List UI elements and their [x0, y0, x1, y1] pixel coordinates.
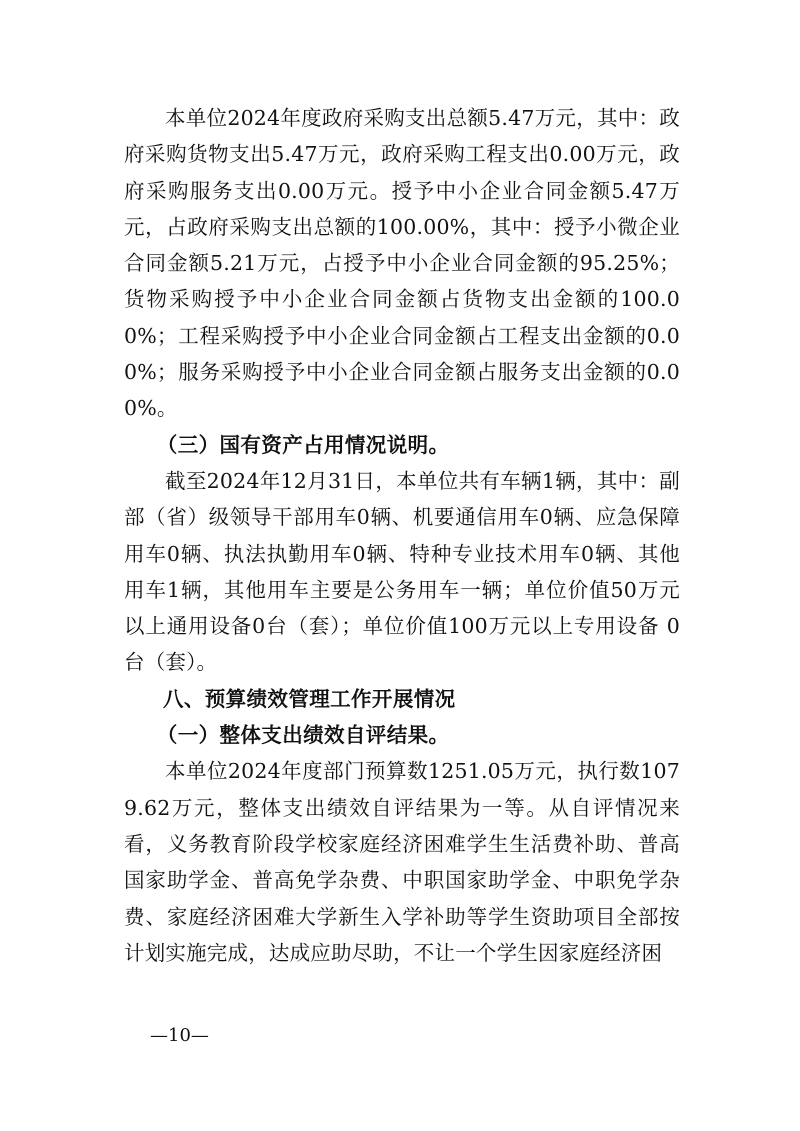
section-heading-budget-performance: 八、预算绩效管理工作开展情况 — [162, 686, 456, 711]
heading-overall-performance: （一）整体支出绩效自评结果。 — [156, 723, 450, 748]
paragraph-procurement: 本单位2024年度政府采购支出总额5.47万元，其中：政府采购货物支出5.47万元，政府采购工程支出0.00万元，政府采购服务支出0.00万元。授予中小企业合同金额5.47万元，占政府采购支出总额的100.00%，其中：授予小微企业合同金额5.21万元，占授予中小企业合同金额的95.25%；货物采购授予中小企业合同金额占货物支出金额的100.00%；工程采购授予中小企业合同金额占工程支出金额的0.00%；服务采购授予中小企业合同金额占服务支出金额的0.00%。 — [124, 106, 680, 421]
paragraph-overall-performance: 本单位2024年度部门预算数1251.05万元，执行数1079.62万元，整体支出绩效自评结果为一等。从自评情况来看，义务教育阶段学校家庭经济困难学生生活费补助、普高国家助学金、普高免学杂费、中职国家助学金、中职免学杂费、家庭经济困难大学新生入学补助等学生资助项目全部按计划实施完成，达成应助尽助，不让一个学生因家庭经济困 — [124, 759, 680, 965]
page-number: —10— — [150, 1025, 209, 1046]
document-page — [124, 100, 680, 971]
paragraph-state-assets: 截至2024年12月31日，本单位共有车辆1辆，其中：副部（省）级领导干部用车0辆、机要通信用车0辆、应急保障用车0辆、执法执勤用车0辆、特种专业技术用车0辆、其他用车1辆，其他用车主要是公务用车一辆；单位价值50万元以上通用设备0台（套）；单位价值100万元以上专用设备 0台（套）。 — [124, 468, 680, 675]
heading-state-assets: （三）国有资产占用情况说明。 — [156, 432, 450, 457]
